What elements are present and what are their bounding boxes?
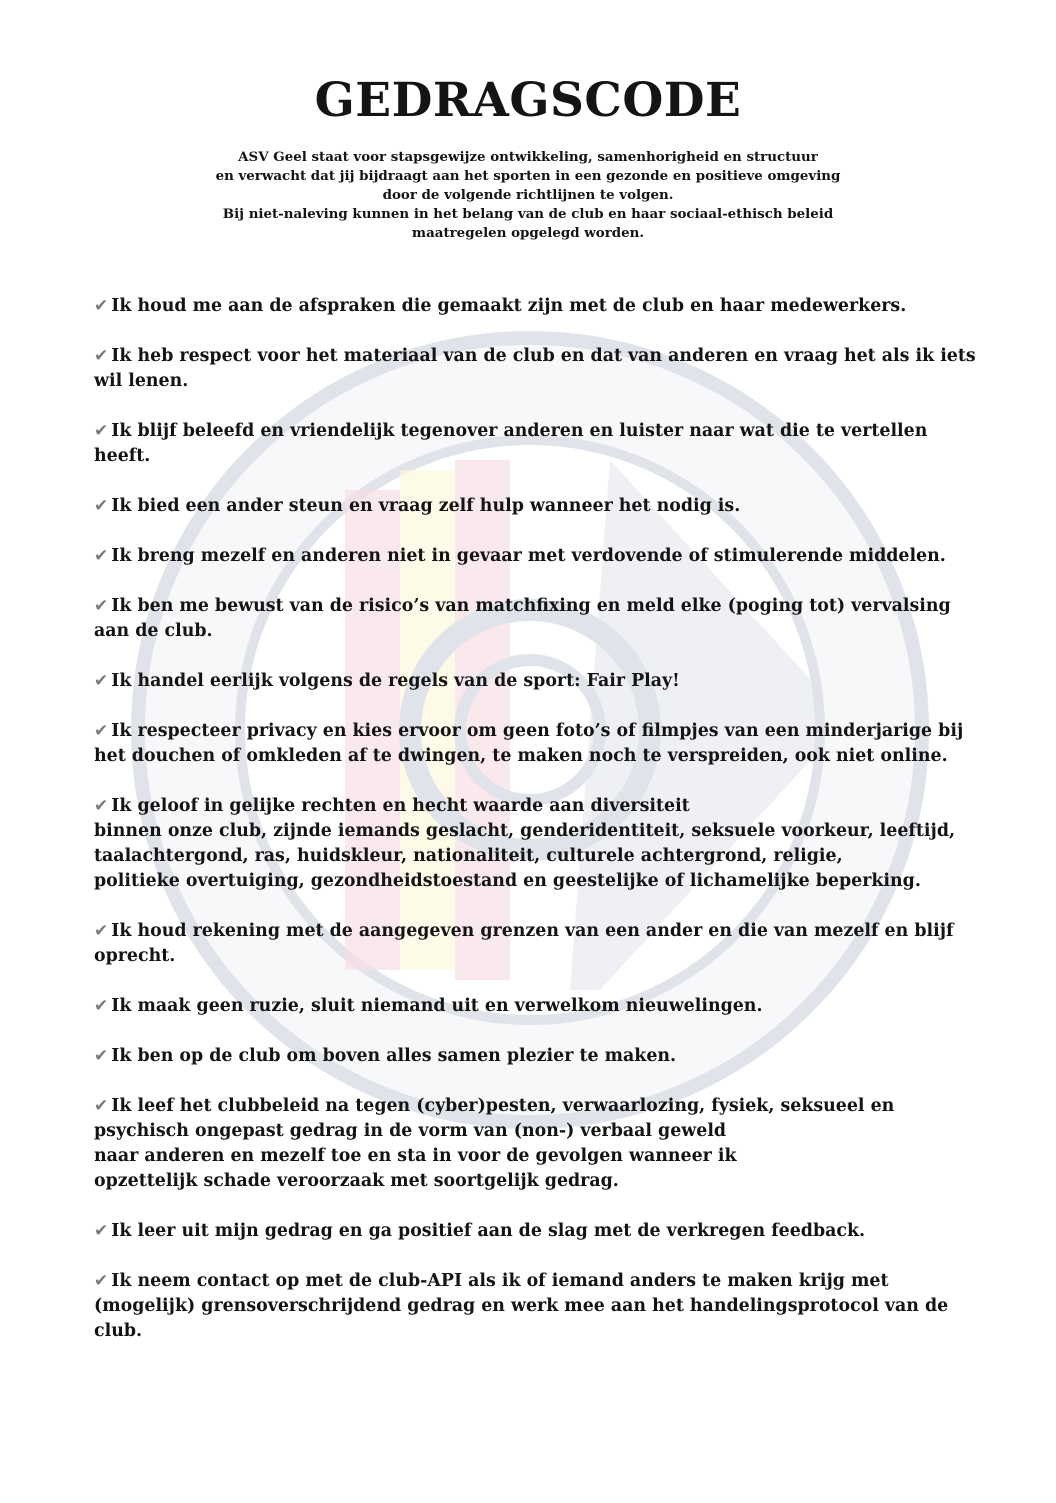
checkmark-icon: ✔ bbox=[94, 721, 109, 741]
rule-item bbox=[94, 1219, 964, 1244]
rule-text: Ik breng mezelf en anderen niet in gevaar met verdovende of stimulerende middelen. bbox=[111, 546, 946, 566]
rule-text: politieke overtuiging, gezondheidstoestand en geestelijke of lichamelijke beperking. bbox=[94, 871, 921, 891]
intro-line: Bij niet-naleving kunnen in het belang van de club en haar sociaal-ethisch beleid bbox=[222, 206, 834, 222]
rule-text: taalachtergond, ras, huidskleur, nationaliteit, culturele achtergrond, religie, bbox=[94, 846, 843, 866]
rule-item bbox=[94, 1094, 964, 1194]
rule-item bbox=[94, 794, 964, 894]
rule-text: Ik leer uit mijn gedrag en ga positief aan de slag met de verkregen feedback. bbox=[111, 1221, 866, 1241]
rule-line bbox=[94, 444, 964, 469]
rule-item bbox=[94, 344, 976, 394]
rule-item bbox=[94, 294, 964, 319]
checkmark-icon: ✔ bbox=[94, 546, 109, 566]
rule-text: naar anderen en mezelf toe en sta in voor de gevolgen wanneer ik bbox=[94, 1146, 737, 1166]
rule-line bbox=[94, 1269, 964, 1294]
rule-text: Ik maak geen ruzie, sluit niemand uit en verwelkom nieuwelingen. bbox=[111, 996, 763, 1016]
rule-text: Ik heb respect voor het materiaal van de club en dat van anderen en vraag het als ik iets bbox=[111, 346, 976, 366]
rule-line bbox=[94, 844, 964, 869]
rule-text: Ik geloof in gelijke rechten en hecht waarde aan diversiteit bbox=[111, 796, 690, 816]
rule-line bbox=[94, 544, 964, 569]
intro-line: door de volgende richtlijnen te volgen. bbox=[382, 187, 674, 203]
rules-list bbox=[94, 294, 976, 1369]
checkmark-icon: ✔ bbox=[94, 671, 109, 691]
rule-text: Ik ben me bewust van de risico’s van matchfixing en meld elke (poging tot) vervalsing bbox=[111, 596, 951, 616]
rule-line bbox=[94, 994, 964, 1019]
checkmark-icon: ✔ bbox=[94, 1096, 109, 1116]
rule-text: het douchen of omkleden af te dwingen, te maken noch te verspreiden, ook niet online. bbox=[94, 746, 948, 766]
rule-line bbox=[94, 1169, 964, 1194]
rule-text: Ik houd rekening met de aangegeven grenzen van een ander en die van mezelf en blijf bbox=[111, 921, 954, 941]
rule-text: binnen onze club, zijnde iemands geslacht, genderidentiteit, seksuele voorkeur, leeftijd, bbox=[94, 821, 956, 841]
rule-text: Ik houd me aan de afspraken die gemaakt zijn met de club en haar medewerkers. bbox=[111, 296, 907, 316]
rule-line bbox=[94, 744, 964, 769]
rule-line bbox=[94, 1219, 964, 1244]
rule-line bbox=[94, 344, 976, 369]
checkmark-icon: ✔ bbox=[94, 296, 109, 316]
intro-text bbox=[0, 148, 1056, 243]
rule-item bbox=[94, 1269, 964, 1344]
rule-line bbox=[94, 719, 964, 744]
rule-line bbox=[94, 1094, 964, 1119]
rule-text: Ik handel eerlijk volgens de regels van de sport: Fair Play! bbox=[111, 671, 680, 691]
checkmark-icon: ✔ bbox=[94, 1221, 109, 1241]
rule-line bbox=[94, 669, 964, 694]
rule-text: club. bbox=[94, 1321, 143, 1341]
rule-text: aan de club. bbox=[94, 621, 213, 641]
rule-text: heeft. bbox=[94, 446, 151, 466]
rule-line bbox=[94, 869, 964, 894]
page-title: GEDRAGSCODE bbox=[314, 73, 742, 128]
rule-text: oprecht. bbox=[94, 946, 176, 966]
rule-line bbox=[94, 369, 964, 394]
rule-item bbox=[94, 544, 964, 569]
checkmark-icon: ✔ bbox=[94, 996, 109, 1016]
checkmark-icon: ✔ bbox=[94, 346, 109, 366]
rule-item bbox=[94, 919, 964, 969]
checkmark-icon: ✔ bbox=[94, 921, 109, 941]
rule-text: wil lenen. bbox=[94, 371, 189, 391]
rule-item bbox=[94, 494, 964, 519]
rule-text: Ik ben op de club om boven alles samen plezier te maken. bbox=[111, 1046, 677, 1066]
intro-line: ASV Geel staat voor stapsgewijze ontwikkeling, samenhorigheid en structuur bbox=[238, 149, 818, 165]
rule-item bbox=[94, 719, 964, 769]
rule-line bbox=[94, 494, 964, 519]
rule-text: (mogelijk) grensoverschrijdend gedrag en werk mee aan het handelingsprotocol van de bbox=[94, 1296, 949, 1316]
intro-line: maatregelen opgelegd worden. bbox=[411, 225, 645, 241]
rule-line bbox=[94, 944, 964, 969]
rule-line bbox=[94, 1144, 964, 1169]
rule-item bbox=[94, 594, 964, 644]
intro-line: en verwacht dat jij bijdraagt aan het sporten in een gezonde en positieve omgeving bbox=[215, 168, 841, 184]
rule-item bbox=[94, 1044, 964, 1069]
rule-line bbox=[94, 1119, 964, 1144]
rule-line bbox=[94, 819, 964, 844]
rule-text: opzettelijk schade veroorzaak met soortgelijk gedrag. bbox=[94, 1171, 619, 1191]
rule-item bbox=[94, 419, 964, 469]
rule-line bbox=[94, 419, 964, 444]
rule-text: Ik respecteer privacy en kies ervoor om geen foto’s of filmpjes van een minderjarige bij bbox=[111, 721, 964, 741]
checkmark-icon: ✔ bbox=[94, 596, 109, 616]
checkmark-icon: ✔ bbox=[94, 421, 109, 441]
rule-line bbox=[94, 1044, 964, 1069]
rule-text: psychisch ongepast gedrag in de vorm van (non-) verbaal geweld bbox=[94, 1121, 727, 1141]
rule-line bbox=[94, 794, 964, 819]
rule-item bbox=[94, 994, 964, 1019]
checkmark-icon: ✔ bbox=[94, 496, 109, 516]
rule-line bbox=[94, 594, 964, 619]
rule-text: Ik bied een ander steun en vraag zelf hulp wanneer het nodig is. bbox=[111, 496, 741, 516]
rule-line bbox=[94, 294, 964, 319]
rule-line bbox=[94, 1294, 964, 1319]
rule-line bbox=[94, 619, 964, 644]
rule-text: Ik blijf beleefd en vriendelijk tegenover anderen en luister naar wat die te vertellen bbox=[111, 421, 928, 441]
checkmark-icon: ✔ bbox=[94, 1046, 109, 1066]
checkmark-icon: ✔ bbox=[94, 1271, 109, 1291]
rule-text: Ik neem contact op met de club-API als ik of iemand anders te maken krijg met bbox=[111, 1271, 889, 1291]
rule-item bbox=[94, 669, 964, 694]
checkmark-icon: ✔ bbox=[94, 796, 109, 816]
rule-line bbox=[94, 1319, 964, 1344]
rule-text: Ik leef het clubbeleid na tegen (cyber)pesten, verwaarlozing, fysiek, seksueel en bbox=[111, 1096, 895, 1116]
rule-line bbox=[94, 919, 964, 944]
